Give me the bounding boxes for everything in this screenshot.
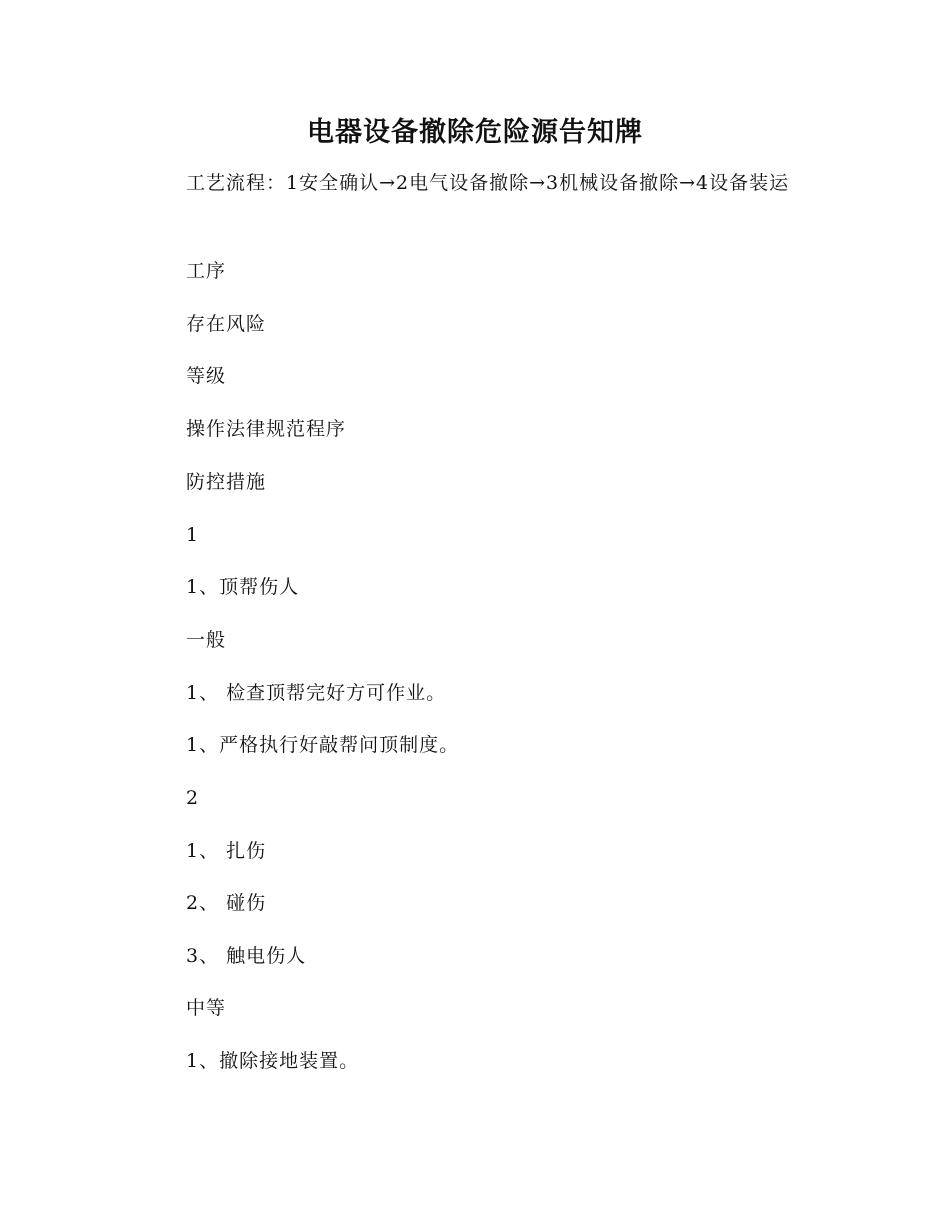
process-flow-paragraph: 工艺流程：1安全确认→2电气设备撤除→3机械设备撤除→4设备装运 [186, 172, 790, 194]
text-line-measure-check: 1、 检查顶帮完好方可作业。 [186, 682, 447, 704]
text-line-measures: 防控措施 [186, 471, 267, 493]
text-line-item-2: 2 [186, 787, 200, 809]
document-title: 电器设备撤除危险源告知牌 [307, 117, 643, 148]
text-line-level: 等级 [186, 365, 227, 387]
text-line-item-1: 1 [186, 524, 200, 546]
text-line-risk-shock: 3、 触电伤人 [186, 945, 307, 967]
text-line-level-general: 一般 [186, 629, 227, 651]
text-line-measure-knock: 1、严格执行好敲帮问顶制度。 [186, 734, 460, 756]
text-line-risk-bump: 2、 碰伤 [186, 892, 267, 914]
text-line-procedure: 操作法律规范程序 [186, 418, 347, 440]
text-line-risk-item: 1、顶帮伤人 [186, 576, 300, 598]
text-line-level-medium: 中等 [186, 997, 227, 1019]
text-line-process: 工序 [186, 260, 227, 282]
text-line-risk: 存在风险 [186, 313, 267, 335]
text-line-measure-grounding: 1、撤除接地装置。 [186, 1050, 360, 1072]
text-line-risk-stab: 1、 扎伤 [186, 840, 267, 862]
